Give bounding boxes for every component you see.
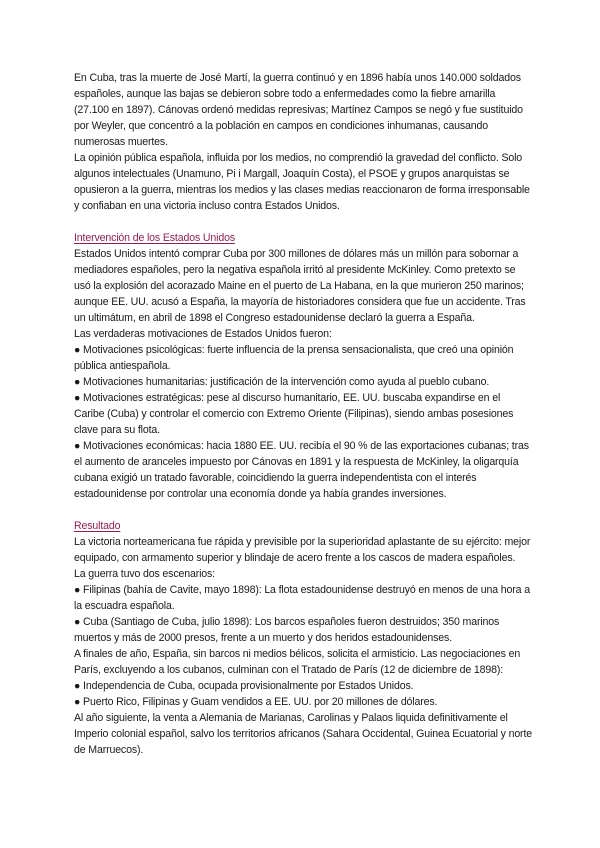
bullet-icon: ● [74, 440, 81, 452]
scenario-label: Cuba [83, 616, 108, 628]
paragraph-motivations-intro: Las verdaderas motivaciones de Estados Unidos fueron: [74, 328, 332, 340]
list-item-outcome-territories [74, 694, 532, 710]
list-item-text: Motivaciones estratégicas: pese al discurso humanitario, EE. UU. buscaba expandirse en el Caribe (Cuba) y controlar el comercio con Extremo Oriente (Filipinas), siendo ambas posesiones clave para su flota. [74, 392, 514, 436]
list-item-motivation-humanitarian [74, 374, 532, 390]
list-item-scenario-filipinas [74, 582, 532, 614]
scenario-detail: (Santiago de Cuba, julio 1898): [107, 616, 255, 628]
list-item-text: Motivaciones psicológicas: fuerte influencia de la prensa sensacionalista, que creó una opinión pública antiespañola. [74, 344, 514, 372]
paragraph-cuba-war: En Cuba, tras la muerte de José Martí, la guerra continuó y en 1896 había unos 140.000 soldados españoles, aunque las bajas se debieron sobre todo a enfermedades como la fiebre amarilla (27.100 en 1897). Cánovas ordenó medidas represivas; Martínez Campos se negó y fue sustituido por Weyler, que concentró a la población en campos en condiciones inhumanas, causando numerosas muertes. [74, 72, 523, 148]
list-item-scenario-cuba [74, 614, 532, 646]
heading-result: Resultado [74, 520, 121, 532]
list-item-motivation-strategic [74, 390, 532, 438]
paragraph-public-opinion: La opinión pública española, influida por los medios, no comprendió la gravedad del conflicto. Solo algunos intelectuales (Unamuno, Pi i Margall, Joaquín Costa), el PSOE y grupos anarquistas se opusieron a la guerra, mientras los medios y las clases medias reaccionaron de forma irresponsable y confiaban en una victoria incluso contra Estados Unidos. [74, 152, 530, 212]
bullet-icon: ● [74, 616, 81, 628]
heading-us-intervention: Intervención de los Estados Unidos [74, 232, 235, 244]
list-item-text: Independencia de Cuba, ocupada provisionalmente por Estados Unidos. [83, 680, 414, 692]
paragraph-us-purchase: Estados Unidos intentó comprar Cuba por 300 millones de dólares más un millón para sobornar a mediadores españoles, pero la negativa española irritó al presidente McKinley. Como pretexto se usó la explosión del acorazado Maine en el puerto de La Habana, en la que murieron 250 marinos; aunque EE. UU. acusó a España, la mayoría de historiadores considera que fue un accidente. Tras un ultimátum, en abril de 1898 el Congreso estadounidense declaró la guerra a España. [74, 248, 526, 324]
document-page [74, 70, 532, 758]
paragraph-treaty: A finales de año, España, sin barcos ni medios bélicos, solicita el armisticio. Las negociaciones en París, excluyendo a los cubanos, culminan con el Tratado de París (12 de diciembre de 1898): [74, 648, 521, 676]
paragraph-victory: La victoria norteamericana fue rápida y previsible por la superioridad aplastante de su ejército: mejor equipado, con armamento superior y blindaje de acero frente a los cascos de madera españoles. [74, 536, 531, 564]
bullet-icon: ● [74, 344, 81, 356]
scenario-label: Filipinas [83, 584, 121, 596]
list-item-outcome-cuba [74, 678, 532, 694]
spacer [74, 214, 532, 230]
scenario-detail: (bahía de Cavite, mayo 1898): [120, 584, 265, 596]
list-item-motivation-psychological [74, 342, 532, 374]
list-item-text: Motivaciones económicas: hacia 1880 EE. UU. recibía el 90 % de las exportaciones cubanas; tras el aumento de aranceles impuesto por Cánovas en 1891 y la respuesta de McKinley, la oligarquía cubana exigió un tratado favorable, coincidiendo la guerra independentista con el interés estadounidense por controlar una economía donde ya había grandes inversiones. [74, 440, 529, 500]
paragraph-scenarios-intro: La guerra tuvo dos escenarios: [74, 568, 215, 580]
list-item-motivation-economic [74, 438, 532, 502]
bullet-icon: ● [74, 696, 81, 708]
bullet-icon: ● [74, 376, 81, 388]
bullet-icon: ● [74, 584, 81, 596]
bullet-icon: ● [74, 680, 81, 692]
bullet-icon: ● [74, 392, 81, 404]
list-item-text: Motivaciones humanitarias: justificación de la intervención como ayuda al pueblo cubano. [83, 376, 490, 388]
scenario-text: Los barcos españoles fueron destruidos; 350 marinos muertos y más de 2000 presos, frente a un muerto y dos heridos estadounidenses. [74, 616, 500, 644]
scenario-text: La flota estadounidense destruyó en menos de una hora a la escuadra española. [74, 584, 530, 612]
spacer [74, 502, 532, 518]
paragraph-closing: Al año siguiente, la venta a Alemania de Marianas, Carolinas y Palaos liquida definitivamente el Imperio colonial español, salvo los territorios africanos (Sahara Occidental, Guinea Ecuatorial y norte de Marruecos). [74, 712, 532, 756]
list-item-text: Puerto Rico, Filipinas y Guam vendidos a EE. UU. por 20 millones de dólares. [83, 696, 438, 708]
